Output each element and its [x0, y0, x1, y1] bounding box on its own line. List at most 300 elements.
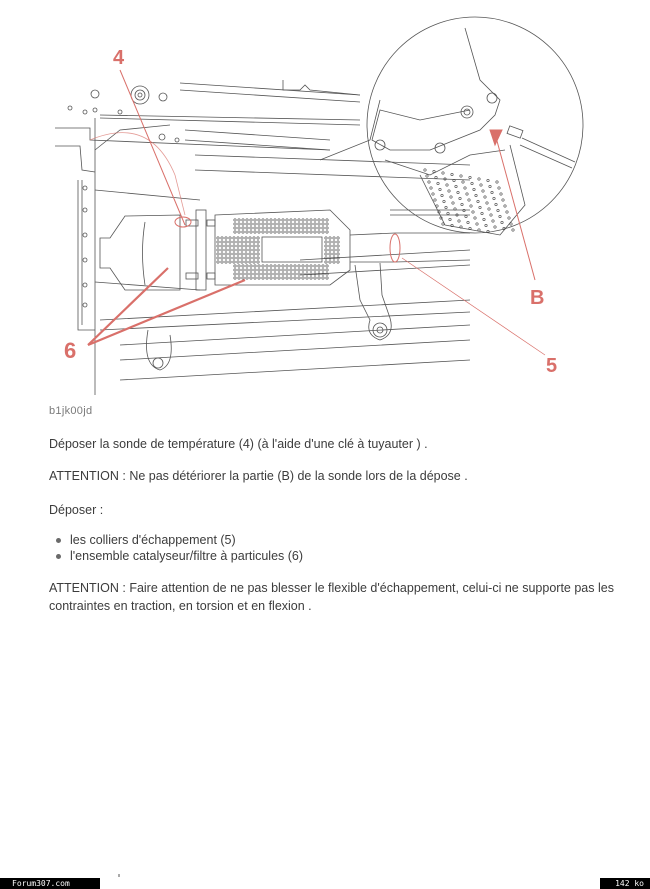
perforation-dot — [481, 212, 483, 214]
perforation-dot — [258, 231, 260, 233]
perforation-dot — [333, 261, 335, 263]
perforation-dot — [473, 188, 475, 190]
perforation-dot — [233, 253, 235, 255]
perforation-dot — [217, 253, 219, 255]
perforation-dot — [325, 253, 327, 255]
perforation-dot — [290, 219, 292, 221]
perforation-dot — [475, 194, 477, 196]
perforation-dot — [254, 269, 256, 271]
perforation-dot — [449, 218, 451, 220]
perforation-dot — [253, 257, 255, 259]
perforation-dot — [266, 223, 268, 225]
perforation-dot — [249, 237, 251, 239]
perforation-dot — [282, 231, 284, 233]
leader-6a — [88, 268, 168, 345]
perforation-dot — [278, 219, 280, 221]
perforation-dot — [302, 231, 304, 233]
perforation-dot — [262, 227, 264, 229]
perforation-dot — [306, 269, 308, 271]
perforation-dot — [326, 265, 328, 267]
perforation-dot — [246, 269, 248, 271]
perforation-dot — [254, 273, 256, 275]
perforation-dot — [306, 265, 308, 267]
perforation-dot — [242, 265, 244, 267]
perforation-dot — [294, 265, 296, 267]
perforation-dot — [337, 249, 339, 251]
perforation-dot — [246, 227, 248, 229]
perforation-dot — [310, 265, 312, 267]
perforation-dot — [249, 241, 251, 243]
perforation-dot — [266, 219, 268, 221]
perforation-dot — [221, 257, 223, 259]
perforation-dot — [508, 217, 510, 219]
leader-5 — [402, 258, 545, 355]
perforation-dot — [266, 273, 268, 275]
perforation-dot — [439, 188, 441, 190]
perforation-dot — [329, 237, 331, 239]
perforation-dot — [282, 273, 284, 275]
perforation-dot — [250, 277, 252, 279]
perforation-dot — [237, 241, 239, 243]
file-size-badge: 142 ko — [600, 878, 650, 889]
perforation-dot — [237, 249, 239, 251]
bullet-icon — [56, 554, 61, 559]
perforation-dot — [314, 219, 316, 221]
perforation-dot — [286, 269, 288, 271]
perforation-dot — [233, 241, 235, 243]
perforation-dot — [428, 181, 430, 183]
perforation-dot — [266, 269, 268, 271]
perforation-dot — [242, 223, 244, 225]
perforation-dot — [318, 223, 320, 225]
perforation-dot — [325, 241, 327, 243]
perforation-dot — [253, 253, 255, 255]
perforation-dot — [322, 227, 324, 229]
leader-4 — [120, 70, 185, 225]
perforation-dot — [294, 273, 296, 275]
perforation-dot — [501, 221, 503, 223]
perforation-dot — [322, 223, 324, 225]
perforation-dot — [229, 253, 231, 255]
callout-4: 4 — [113, 47, 125, 69]
perforation-dot — [302, 269, 304, 271]
perforation-dot — [238, 227, 240, 229]
perforation-dot — [290, 269, 292, 271]
detail-magnifier — [367, 17, 583, 235]
perforation-dot — [225, 245, 227, 247]
perforation-dot — [462, 181, 464, 183]
perforation-dot — [294, 231, 296, 233]
perforation-dot — [437, 182, 439, 184]
perforation-dot — [278, 227, 280, 229]
perforation-dot — [487, 179, 489, 181]
perforation-dot — [443, 200, 445, 202]
perforation-dot — [294, 219, 296, 221]
perforation-dot — [326, 269, 328, 271]
perforation-dot — [225, 261, 227, 263]
perforation-dot — [245, 241, 247, 243]
perforation-dot — [257, 261, 259, 263]
perforation-dot — [233, 237, 235, 239]
perforation-dot — [237, 261, 239, 263]
perforation-dot — [500, 193, 502, 195]
perforation-dot — [233, 249, 235, 251]
perforation-dot — [266, 277, 268, 279]
perforation-dot — [238, 265, 240, 267]
perforation-dot — [250, 273, 252, 275]
perforation-dot — [306, 227, 308, 229]
perforation-dot — [257, 249, 259, 251]
perforation-dot — [488, 208, 490, 210]
perforation-dot — [250, 265, 252, 267]
perforation-dot — [262, 265, 264, 267]
perforation-dot — [250, 219, 252, 221]
list-item: l'ensemble catalyseur/filtre à particules (6) — [56, 548, 303, 564]
perforation-dot — [249, 249, 251, 251]
perforation-dot — [237, 245, 239, 247]
perforation-dot — [246, 219, 248, 221]
perforation-dot — [486, 202, 488, 204]
sensor-4-highlight — [175, 217, 191, 227]
diagram-svg — [0, 0, 650, 400]
perforation-dot — [318, 269, 320, 271]
perforation-dot — [274, 227, 276, 229]
perforation-dot — [471, 182, 473, 184]
clamp-5-highlight — [390, 234, 400, 262]
perforation-dot — [461, 203, 463, 205]
perforation-dot — [221, 249, 223, 251]
perforation-dot — [298, 269, 300, 271]
perforation-dot — [333, 245, 335, 247]
perforation-dot — [262, 269, 264, 271]
perforation-dot — [325, 249, 327, 251]
perforation-dot — [325, 261, 327, 263]
perforation-dot — [310, 227, 312, 229]
perforation-dot — [258, 269, 260, 271]
perforation-dot — [246, 265, 248, 267]
perforation-dot — [451, 173, 453, 175]
perforation-dot — [278, 277, 280, 279]
perforation-dot — [282, 227, 284, 229]
arrow-b — [490, 130, 502, 145]
perforation-dot — [270, 277, 272, 279]
perforation-dot — [241, 261, 243, 263]
perforation-dot — [322, 219, 324, 221]
perforation-dot — [337, 261, 339, 263]
perforation-dot — [310, 231, 312, 233]
perforation-dot — [250, 269, 252, 271]
perforation-dot — [294, 223, 296, 225]
perforation-dot — [314, 269, 316, 271]
perforation-dot — [494, 226, 496, 228]
perforation-dot — [286, 223, 288, 225]
perforation-dot — [270, 231, 272, 233]
perforation-dot — [329, 261, 331, 263]
perforation-dot — [217, 257, 219, 259]
perforation-dot — [262, 223, 264, 225]
figure-reference: b1jk00jd — [49, 405, 93, 417]
perforation-dot — [329, 245, 331, 247]
perforation-dot — [480, 184, 482, 186]
perforation-dot — [266, 265, 268, 267]
perforation-dot — [234, 273, 236, 275]
perforation-dot — [337, 241, 339, 243]
perforation-dot — [270, 223, 272, 225]
detail-perforations — [424, 169, 514, 233]
perforation-dot — [452, 202, 454, 204]
perforation-dot — [294, 227, 296, 229]
site-watermark: Forum307.com — [0, 878, 100, 889]
perforation-dot — [435, 176, 437, 178]
perforation-dot — [217, 245, 219, 247]
perforation-dot — [257, 241, 259, 243]
perforation-dot — [286, 277, 288, 279]
perforation-dot — [233, 245, 235, 247]
perforation-dot — [221, 261, 223, 263]
perforation-dot — [442, 223, 444, 225]
perforation-dot — [496, 181, 498, 183]
perforation-dot — [484, 196, 486, 198]
perforation-dot — [457, 191, 459, 193]
perforation-dot — [426, 175, 428, 177]
perforation-dot — [253, 261, 255, 263]
perforation-dot — [245, 249, 247, 251]
perforation-dot — [278, 269, 280, 271]
perforation-dot — [270, 273, 272, 275]
perforation-dot — [234, 219, 236, 221]
perforation-dot — [253, 245, 255, 247]
perforation-dot — [282, 265, 284, 267]
perforation-dot — [241, 257, 243, 259]
perforation-dot — [254, 227, 256, 229]
perforation-dot — [337, 253, 339, 255]
perforation-dot — [325, 237, 327, 239]
perforation-dot — [245, 257, 247, 259]
perforation-dot — [310, 277, 312, 279]
perforation-dot — [238, 273, 240, 275]
perforation-dot — [489, 185, 491, 187]
perforation-dot — [245, 253, 247, 255]
perforation-dot — [241, 241, 243, 243]
perforation-dot — [246, 223, 248, 225]
perforation-dot — [455, 185, 457, 187]
remove-heading: Déposer : — [49, 503, 104, 517]
perforation-dot — [234, 231, 236, 233]
perforation-dot — [245, 237, 247, 239]
perforation-dot — [306, 219, 308, 221]
perforation-dot — [466, 193, 468, 195]
perforation-dot — [253, 241, 255, 243]
perforation-dot — [250, 231, 252, 233]
perforation-dot — [326, 277, 328, 279]
perforation-dot — [506, 211, 508, 213]
perforation-dot — [290, 231, 292, 233]
callout-5: 5 — [546, 355, 558, 377]
perforation-dot — [250, 223, 252, 225]
perforation-dot — [217, 237, 219, 239]
perforation-dot — [258, 219, 260, 221]
perforation-dot — [302, 219, 304, 221]
perforation-dot — [306, 223, 308, 225]
perforation-dot — [282, 219, 284, 221]
perforation-dot — [229, 241, 231, 243]
perforation-dot — [278, 273, 280, 275]
perforation-dot — [298, 273, 300, 275]
perforation-dot — [333, 249, 335, 251]
perforation-dot — [314, 231, 316, 233]
perforation-dot — [512, 229, 514, 231]
perforation-dot — [234, 227, 236, 229]
perforation-dot — [322, 269, 324, 271]
perforation-dot — [234, 269, 236, 271]
perforation-dot — [225, 237, 227, 239]
perforation-dot — [221, 253, 223, 255]
perforation-dot — [302, 277, 304, 279]
perforation-dot — [502, 199, 504, 201]
instruction-remove-sensor: Déposer la sonde de température (4) (à l'aide d'une clé à tuyauter ) . — [49, 437, 428, 451]
perforation-dot — [477, 200, 479, 202]
perforation-dot — [229, 249, 231, 251]
perforation-dot — [258, 227, 260, 229]
perforation-dot — [470, 205, 472, 207]
perforation-dot — [298, 277, 300, 279]
perforation-dot — [270, 219, 272, 221]
perforation-dot — [238, 223, 240, 225]
perforation-dot — [460, 175, 462, 177]
perforation-dot — [333, 237, 335, 239]
perforation-dot — [306, 277, 308, 279]
perforation-dot — [241, 245, 243, 247]
perforation-dot — [298, 231, 300, 233]
perforation-dot — [217, 261, 219, 263]
perforation-dot — [326, 223, 328, 225]
perforation-dot — [262, 219, 264, 221]
perforation-dot — [282, 277, 284, 279]
perforation-dot — [274, 273, 276, 275]
callout-6: 6 — [64, 338, 77, 363]
perforation-dot — [318, 277, 320, 279]
perforation-dot — [270, 265, 272, 267]
perforation-dot — [257, 245, 259, 247]
perforation-dot — [242, 277, 244, 279]
perforation-dot — [469, 176, 471, 178]
perforation-dot — [302, 265, 304, 267]
perforation-dot — [242, 273, 244, 275]
warning-part-b: ATTENTION : Ne pas détériorer la partie (B) de la sonde lors de la dépose . — [49, 469, 468, 483]
perforation-dot — [464, 187, 466, 189]
perforation-dot — [510, 223, 512, 225]
perforation-dot — [249, 261, 251, 263]
perforation-dot — [294, 269, 296, 271]
perforation-dot — [290, 223, 292, 225]
perforation-dot — [221, 245, 223, 247]
perforation-dot — [229, 261, 231, 263]
perforation-dot — [314, 265, 316, 267]
perforation-dot — [249, 257, 251, 259]
perforation-dot — [493, 197, 495, 199]
perforation-dot — [254, 231, 256, 233]
perforation-dot — [450, 196, 452, 198]
perforation-dot — [286, 231, 288, 233]
perforation-dot — [337, 245, 339, 247]
perforation-dot — [290, 265, 292, 267]
perforation-dot — [246, 231, 248, 233]
perforation-dot — [270, 269, 272, 271]
perforation-dot — [298, 227, 300, 229]
perforation-dot — [249, 253, 251, 255]
warning-flexible-pipe: ATTENTION : Faire attention de ne pas blesser le flexible d'échappement, celui-ci ne supporte pas les contraintes en traction, en torsion et en flexion . — [49, 581, 614, 613]
perforation-dot — [274, 219, 276, 221]
perforation-dot — [326, 231, 328, 233]
perforation-dot — [262, 277, 264, 279]
callout-b: B — [530, 287, 545, 309]
perforation-dot — [446, 184, 448, 186]
perforation-dot — [458, 220, 460, 222]
perforation-dot — [459, 197, 461, 199]
perforation-dot — [476, 223, 478, 225]
perforation-dot — [322, 265, 324, 267]
perforation-dot — [329, 253, 331, 255]
perforation-dot — [497, 209, 499, 211]
perforation-dot — [302, 223, 304, 225]
perforation-dot — [242, 219, 244, 221]
perforation-dot — [286, 219, 288, 221]
perforation-dot — [325, 245, 327, 247]
perforation-dot — [298, 219, 300, 221]
perforation-dot — [249, 245, 251, 247]
perforation-dot — [238, 269, 240, 271]
perforation-dot — [478, 178, 480, 180]
perforation-dot — [467, 221, 469, 223]
perforation-dot — [262, 273, 264, 275]
perforation-dot — [274, 277, 276, 279]
perforation-dot — [270, 227, 272, 229]
perforation-dot — [491, 191, 493, 193]
perforation-dot — [290, 227, 292, 229]
perforation-dot — [278, 223, 280, 225]
perforation-dot — [432, 193, 434, 195]
perforation-dot — [225, 253, 227, 255]
perforation-dot — [257, 253, 259, 255]
perforation-dot — [233, 257, 235, 259]
perforation-dot — [241, 237, 243, 239]
perforation-dot — [217, 249, 219, 251]
perforation-dot — [241, 249, 243, 251]
perforation-dot — [448, 190, 450, 192]
perforation-dot — [221, 237, 223, 239]
perforation-dot — [424, 169, 426, 171]
perforation-dot — [278, 231, 280, 233]
perforation-dot — [242, 231, 244, 233]
perforation-dot — [221, 241, 223, 243]
perforation-dot — [238, 277, 240, 279]
perforation-dot — [241, 253, 243, 255]
perforation-dot — [225, 249, 227, 251]
perforation-dot — [233, 261, 235, 263]
perforation-dot — [258, 223, 260, 225]
perforation-dot — [225, 241, 227, 243]
perforation-dot — [483, 218, 485, 220]
perforation-dot — [246, 277, 248, 279]
perforation-dot — [333, 241, 335, 243]
perforation-dot — [282, 223, 284, 225]
perforation-dot — [465, 215, 467, 217]
perforation-dot — [234, 223, 236, 225]
perforation-dot — [318, 231, 320, 233]
perforation-dot — [441, 194, 443, 196]
perforation-dot — [326, 219, 328, 221]
perforation-dot — [266, 231, 268, 233]
